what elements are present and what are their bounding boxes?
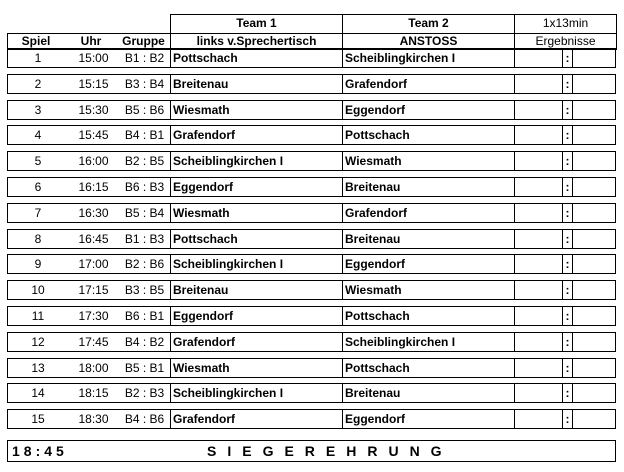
team1-name: Wiesmath: [170, 358, 342, 378]
score-separator: :: [562, 74, 572, 94]
score-team2-field[interactable]: [572, 125, 616, 145]
score-separator: :: [562, 358, 572, 378]
match-row: [7, 306, 616, 326]
match-number: 1: [7, 48, 68, 68]
format-label: 1x13min: [542, 16, 589, 30]
col-header-gruppe: Gruppe: [122, 34, 165, 48]
match-group: B3 : B5: [119, 280, 170, 300]
team2-name: Breitenau: [342, 177, 514, 197]
match-group: B2 : B3: [119, 383, 170, 403]
score-team2-field[interactable]: [572, 203, 616, 223]
team2-name: Wiesmath: [342, 280, 514, 300]
score-team1-field[interactable]: [514, 74, 562, 94]
match-row: [7, 383, 616, 403]
score-team2-field[interactable]: [572, 383, 616, 403]
score-separator: :: [562, 229, 572, 249]
match-time: 15:15: [68, 74, 119, 94]
match-time: 16:00: [68, 151, 119, 171]
score-separator: :: [562, 383, 572, 403]
match-row: [7, 48, 616, 68]
score-separator: :: [562, 125, 572, 145]
team2-name: Eggendorf: [342, 409, 514, 429]
match-number: 3: [7, 100, 68, 120]
score-team2-field[interactable]: [572, 306, 616, 326]
team2-name: Grafendorf: [342, 203, 514, 223]
team1-name: Wiesmath: [170, 203, 342, 223]
team1-name: Eggendorf: [170, 177, 342, 197]
match-row: [7, 74, 616, 94]
team1-name: Breitenau: [170, 74, 342, 94]
score-team1-field[interactable]: [514, 254, 562, 274]
team2-name: Pottschach: [342, 125, 514, 145]
team1-name: Grafendorf: [170, 125, 342, 145]
score-team1-field[interactable]: [514, 332, 562, 352]
team1-name: Scheiblingkirchen I: [170, 254, 342, 274]
team1-name: Pottschach: [170, 229, 342, 249]
match-row: [7, 332, 616, 352]
score-team2-field[interactable]: [572, 177, 616, 197]
match-number: 8: [7, 229, 68, 249]
match-time: 17:00: [68, 254, 119, 274]
match-number: 9: [7, 254, 68, 274]
team2-name: Breitenau: [342, 229, 514, 249]
match-time: 17:15: [68, 280, 119, 300]
match-time: 16:30: [68, 203, 119, 223]
score-team2-field[interactable]: [572, 280, 616, 300]
match-group: B2 : B6: [119, 254, 170, 274]
score-team2-field[interactable]: [572, 48, 616, 68]
score-team1-field[interactable]: [514, 229, 562, 249]
match-row: [7, 151, 616, 171]
score-team1-field[interactable]: [514, 306, 562, 326]
team2-name: Eggendorf: [342, 254, 514, 274]
team2-name: Wiesmath: [342, 151, 514, 171]
match-group: B5 : B4: [119, 203, 170, 223]
team2-title: Team 2: [408, 16, 449, 30]
match-time: 16:45: [68, 229, 119, 249]
score-team1-field[interactable]: [514, 48, 562, 68]
score-team1-field[interactable]: [514, 151, 562, 171]
match-number: 4: [7, 125, 68, 145]
score-team2-field[interactable]: [572, 229, 616, 249]
match-group: B3 : B4: [119, 74, 170, 94]
col-header-team2: ANSTOSS: [399, 34, 458, 48]
score-team1-field[interactable]: [514, 358, 562, 378]
team1-name: Wiesmath: [170, 100, 342, 120]
score-team2-field[interactable]: [572, 100, 616, 120]
match-group: B1 : B3: [119, 229, 170, 249]
match-row: [7, 358, 616, 378]
team1-name: Grafendorf: [170, 409, 342, 429]
score-team2-field[interactable]: [572, 74, 616, 94]
match-row: [7, 125, 616, 145]
score-separator: :: [562, 177, 572, 197]
match-row: [7, 254, 616, 274]
match-group: B1 : B2: [119, 48, 170, 68]
match-number: 13: [7, 358, 68, 378]
score-separator: :: [562, 332, 572, 352]
match-row: [7, 203, 616, 223]
match-number: 6: [7, 177, 68, 197]
team1-name: Scheiblingkirchen I: [170, 151, 342, 171]
team2-name: Pottschach: [342, 358, 514, 378]
match-time: 17:45: [68, 332, 119, 352]
match-time: 18:30: [68, 409, 119, 429]
team1-name: Scheiblingkirchen I: [170, 383, 342, 403]
match-time: 18:00: [68, 358, 119, 378]
match-number: 10: [7, 280, 68, 300]
score-team1-field[interactable]: [514, 383, 562, 403]
score-separator: :: [562, 100, 572, 120]
score-separator: :: [562, 254, 572, 274]
match-group: B6 : B3: [119, 177, 170, 197]
col-header-spiel: Spiel: [21, 34, 51, 48]
match-row: [7, 229, 616, 249]
col-header-results: Ergebnisse: [535, 34, 596, 48]
match-number: 11: [7, 306, 68, 326]
team1-title: Team 1: [236, 16, 277, 30]
match-number: 12: [7, 332, 68, 352]
team1-name: Grafendorf: [170, 332, 342, 352]
score-team2-field[interactable]: [572, 254, 616, 274]
match-group: B4 : B1: [119, 125, 170, 145]
score-separator: :: [562, 203, 572, 223]
team2-name: Scheiblingkirchen I: [342, 48, 514, 68]
team2-name: Eggendorf: [342, 100, 514, 120]
match-group: B2 : B5: [119, 151, 170, 171]
col-header-team1: links v.Sprechertisch: [196, 34, 317, 48]
team2-name: Pottschach: [342, 306, 514, 326]
team1-name: Pottschach: [170, 48, 342, 68]
team2-name: Breitenau: [342, 383, 514, 403]
score-team1-field[interactable]: [514, 125, 562, 145]
match-row: [7, 280, 616, 300]
team2-name: Grafendorf: [342, 74, 514, 94]
team1-name: Breitenau: [170, 280, 342, 300]
ceremony-label: SIEGEREHRUNG: [207, 443, 453, 459]
score-team1-field[interactable]: [514, 409, 562, 429]
match-group: B4 : B2: [119, 332, 170, 352]
match-time: 15:00: [68, 48, 119, 68]
match-time: 17:30: [68, 306, 119, 326]
match-row: [7, 100, 616, 120]
score-team2-field[interactable]: [572, 332, 616, 352]
score-team2-field[interactable]: [572, 151, 616, 171]
match-time: 16:15: [68, 177, 119, 197]
match-time: 15:45: [68, 125, 119, 145]
match-group: B6 : B1: [119, 306, 170, 326]
match-time: 18:15: [68, 383, 119, 403]
score-separator: :: [562, 151, 572, 171]
ceremony-time: 18:45: [12, 443, 68, 459]
match-row: [7, 177, 616, 197]
match-time: 15:30: [68, 100, 119, 120]
award-ceremony-row: [7, 440, 616, 462]
team1-name: Eggendorf: [170, 306, 342, 326]
match-group: B4 : B6: [119, 409, 170, 429]
match-group: B5 : B6: [119, 100, 170, 120]
match-number: 2: [7, 74, 68, 94]
score-team2-field[interactable]: [572, 409, 616, 429]
score-team2-field[interactable]: [572, 358, 616, 378]
team2-name: Scheiblingkirchen I: [342, 332, 514, 352]
score-separator: :: [562, 306, 572, 326]
score-team1-field[interactable]: [514, 280, 562, 300]
match-group: B5 : B1: [119, 358, 170, 378]
score-team1-field[interactable]: [514, 100, 562, 120]
score-team1-field[interactable]: [514, 177, 562, 197]
match-row: [7, 409, 616, 429]
match-number: 5: [7, 151, 68, 171]
score-team1-field[interactable]: [514, 203, 562, 223]
match-number: 7: [7, 203, 68, 223]
col-header-uhr: Uhr: [80, 34, 102, 48]
score-separator: :: [562, 409, 572, 429]
score-separator: :: [562, 280, 572, 300]
match-number: 14: [7, 383, 68, 403]
match-number: 15: [7, 409, 68, 429]
score-separator: :: [562, 48, 572, 68]
